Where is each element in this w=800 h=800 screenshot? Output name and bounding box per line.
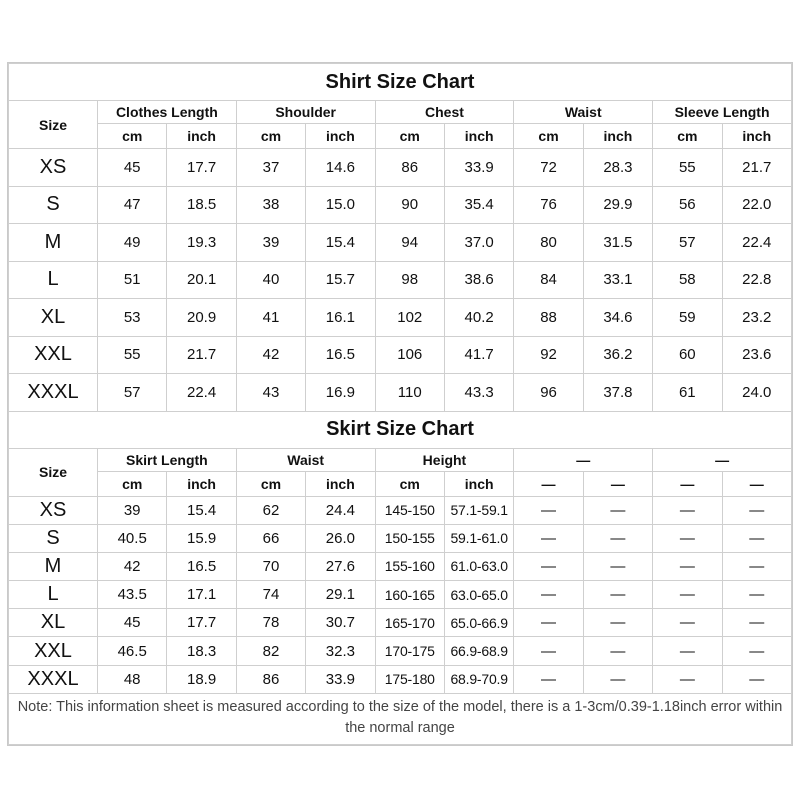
measurement-cell: 59 bbox=[653, 299, 722, 337]
measurement-cell: 53 bbox=[98, 299, 167, 337]
measurement-cell: 43.5 bbox=[98, 581, 167, 609]
measurement-cell: 62 bbox=[236, 496, 305, 524]
measurement-cell: 86 bbox=[375, 149, 444, 187]
measurement-cell: 82 bbox=[236, 637, 305, 665]
unit-header: cm bbox=[236, 124, 305, 149]
measurement-cell: 47 bbox=[98, 186, 167, 224]
measurement-cell: 45 bbox=[98, 609, 167, 637]
unit-header: inch bbox=[167, 124, 236, 149]
measurement-cell: 16.1 bbox=[306, 299, 375, 337]
measurement-cell: 58 bbox=[653, 261, 722, 299]
measurement-cell: 37.8 bbox=[583, 374, 652, 412]
measurement-cell: 18.3 bbox=[167, 637, 236, 665]
measurement-cell: 43 bbox=[236, 374, 305, 412]
size-label: M bbox=[9, 224, 98, 262]
measurement-cell: — bbox=[514, 637, 583, 665]
measurement-cell: 66.9-68.9 bbox=[444, 637, 513, 665]
unit-header: inch bbox=[306, 471, 375, 496]
measurement-cell: — bbox=[722, 637, 791, 665]
measurement-cell: — bbox=[514, 524, 583, 552]
skirt-table-row bbox=[9, 637, 792, 665]
measurement-cell: 15.9 bbox=[167, 524, 236, 552]
shirt-table-row bbox=[9, 149, 792, 187]
shirt-group-header: Waist bbox=[514, 101, 653, 124]
measurement-cell: 80 bbox=[514, 224, 583, 262]
unit-header: inch bbox=[722, 124, 791, 149]
measurement-cell: — bbox=[583, 552, 652, 580]
skirt-group-header: — bbox=[653, 448, 792, 471]
measurement-cell: 60 bbox=[653, 336, 722, 374]
measurement-cell: — bbox=[722, 581, 791, 609]
measurement-cell: 102 bbox=[375, 299, 444, 337]
measurement-cell: — bbox=[514, 496, 583, 524]
shirt-table-row bbox=[9, 374, 792, 412]
measurement-cell: 40 bbox=[236, 261, 305, 299]
measurement-cell: — bbox=[722, 665, 791, 693]
measurement-cell: 70 bbox=[236, 552, 305, 580]
size-label: S bbox=[9, 524, 98, 552]
skirt-group-header: Skirt Length bbox=[98, 448, 237, 471]
measurement-cell: 22.4 bbox=[167, 374, 236, 412]
shirt-table-row bbox=[9, 261, 792, 299]
skirt-group-header: Height bbox=[375, 448, 514, 471]
unit-header: cm bbox=[98, 471, 167, 496]
measurement-cell: — bbox=[653, 665, 722, 693]
measurement-cell: 55 bbox=[653, 149, 722, 187]
measurement-cell: 66 bbox=[236, 524, 305, 552]
measurement-cell: 33.9 bbox=[306, 665, 375, 693]
measurement-cell: — bbox=[653, 609, 722, 637]
unit-header: cm bbox=[514, 124, 583, 149]
size-label: S bbox=[9, 186, 98, 224]
measurement-cell: 23.6 bbox=[722, 336, 791, 374]
measurement-cell: — bbox=[514, 609, 583, 637]
measurement-cell: 175-180 bbox=[375, 665, 444, 693]
measurement-cell: 29.9 bbox=[583, 186, 652, 224]
size-label: M bbox=[9, 552, 98, 580]
measurement-cell: — bbox=[583, 524, 652, 552]
measurement-cell: 20.1 bbox=[167, 261, 236, 299]
measurement-cell: 49 bbox=[98, 224, 167, 262]
measurement-cell: 42 bbox=[236, 336, 305, 374]
size-chart-sheet bbox=[7, 62, 793, 746]
shirt-table-row bbox=[9, 336, 792, 374]
measurement-cell: 45 bbox=[98, 149, 167, 187]
unit-header: cm bbox=[236, 471, 305, 496]
measurement-cell: 40.5 bbox=[98, 524, 167, 552]
measurement-cell: 57.1-59.1 bbox=[444, 496, 513, 524]
measurement-cell: 15.4 bbox=[167, 496, 236, 524]
skirt-table-row bbox=[9, 581, 792, 609]
size-label: XS bbox=[9, 496, 98, 524]
unit-header: inch bbox=[306, 124, 375, 149]
skirt-rows bbox=[9, 496, 792, 693]
unit-header: cm bbox=[375, 471, 444, 496]
measurement-cell: — bbox=[653, 581, 722, 609]
shirt-chart-title: Shirt Size Chart bbox=[9, 64, 792, 101]
skirt-table-row bbox=[9, 609, 792, 637]
skirt-size-header: Size bbox=[9, 448, 98, 496]
size-label: XXXL bbox=[9, 665, 98, 693]
skirt-chart-title: Skirt Size Chart bbox=[9, 411, 792, 448]
measurement-cell: 145-150 bbox=[375, 496, 444, 524]
measurement-cell: — bbox=[583, 496, 652, 524]
measurement-cell: 165-170 bbox=[375, 609, 444, 637]
size-chart-table bbox=[8, 63, 792, 745]
unit-header: cm bbox=[653, 124, 722, 149]
measurement-cell: 46.5 bbox=[98, 637, 167, 665]
measurement-cell: 38 bbox=[236, 186, 305, 224]
measurement-cell: 39 bbox=[236, 224, 305, 262]
measurement-cell: 16.5 bbox=[167, 552, 236, 580]
measurement-cell: 160-165 bbox=[375, 581, 444, 609]
measurement-cell: 16.5 bbox=[306, 336, 375, 374]
measurement-cell: 51 bbox=[98, 261, 167, 299]
unit-header: — bbox=[583, 471, 652, 496]
measurement-cell: 98 bbox=[375, 261, 444, 299]
unit-header: cm bbox=[98, 124, 167, 149]
measurement-cell: 35.4 bbox=[444, 186, 513, 224]
shirt-group-header: Chest bbox=[375, 101, 514, 124]
measurement-cell: 15.0 bbox=[306, 186, 375, 224]
measurement-cell: 30.7 bbox=[306, 609, 375, 637]
measurement-cell: 23.2 bbox=[722, 299, 791, 337]
shirt-group-header: Shoulder bbox=[236, 101, 375, 124]
unit-header: inch bbox=[583, 124, 652, 149]
shirt-table-row bbox=[9, 186, 792, 224]
size-label: XS bbox=[9, 149, 98, 187]
measurement-cell: 28.3 bbox=[583, 149, 652, 187]
measurement-cell: — bbox=[514, 552, 583, 580]
measurement-cell: 106 bbox=[375, 336, 444, 374]
unit-header: cm bbox=[375, 124, 444, 149]
measurement-cell: 41 bbox=[236, 299, 305, 337]
measurement-cell: — bbox=[722, 552, 791, 580]
shirt-group-header: Sleeve Length bbox=[653, 101, 792, 124]
skirt-table-row bbox=[9, 524, 792, 552]
measurement-cell: 74 bbox=[236, 581, 305, 609]
unit-header: — bbox=[653, 471, 722, 496]
unit-header: inch bbox=[444, 124, 513, 149]
unit-header: — bbox=[514, 471, 583, 496]
measurement-cell: — bbox=[583, 637, 652, 665]
measurement-cell: — bbox=[583, 609, 652, 637]
measurement-cell: 33.1 bbox=[583, 261, 652, 299]
measurement-cell: 27.6 bbox=[306, 552, 375, 580]
size-label: XXL bbox=[9, 637, 98, 665]
skirt-group-header: Waist bbox=[236, 448, 375, 471]
shirt-group-header: Clothes Length bbox=[98, 101, 237, 124]
measurement-cell: 96 bbox=[514, 374, 583, 412]
measurement-cell: 37 bbox=[236, 149, 305, 187]
size-label: L bbox=[9, 581, 98, 609]
measurement-cell: 20.9 bbox=[167, 299, 236, 337]
measurement-cell: 57 bbox=[653, 224, 722, 262]
measurement-cell: 155-160 bbox=[375, 552, 444, 580]
measurement-cell: 15.4 bbox=[306, 224, 375, 262]
skirt-table-row bbox=[9, 496, 792, 524]
measurement-cell: 24.0 bbox=[722, 374, 791, 412]
measurement-cell: 17.7 bbox=[167, 609, 236, 637]
measurement-cell: 110 bbox=[375, 374, 444, 412]
measurement-cell: 48 bbox=[98, 665, 167, 693]
measurement-cell: 18.5 bbox=[167, 186, 236, 224]
measurement-cell: 38.6 bbox=[444, 261, 513, 299]
shirt-table-row bbox=[9, 224, 792, 262]
measurement-cell: 57 bbox=[98, 374, 167, 412]
measurement-cell: 22.4 bbox=[722, 224, 791, 262]
shirt-table-row bbox=[9, 299, 792, 337]
measurement-cell: 56 bbox=[653, 186, 722, 224]
measurement-cell: 17.7 bbox=[167, 149, 236, 187]
measurement-cell: 21.7 bbox=[167, 336, 236, 374]
measurement-cell: 61.0-63.0 bbox=[444, 552, 513, 580]
measurement-cell: 31.5 bbox=[583, 224, 652, 262]
measurement-cell: 90 bbox=[375, 186, 444, 224]
skirt-table-row bbox=[9, 552, 792, 580]
skirt-table-row bbox=[9, 665, 792, 693]
measurement-cell: 55 bbox=[98, 336, 167, 374]
measurement-cell: — bbox=[653, 524, 722, 552]
measurement-cell: — bbox=[583, 581, 652, 609]
measurement-cell: 41.7 bbox=[444, 336, 513, 374]
measurement-cell: 88 bbox=[514, 299, 583, 337]
measurement-cell: 15.7 bbox=[306, 261, 375, 299]
measurement-cell: 32.3 bbox=[306, 637, 375, 665]
measurement-cell: 26.0 bbox=[306, 524, 375, 552]
measurement-note: Note: This information sheet is measured according to the size of the model, there is a 1-3cm/0.39-1.18inch error within the normal range bbox=[9, 693, 792, 744]
measurement-cell: 94 bbox=[375, 224, 444, 262]
size-label: L bbox=[9, 261, 98, 299]
measurement-cell: 22.0 bbox=[722, 186, 791, 224]
size-label: XXXL bbox=[9, 374, 98, 412]
measurement-cell: — bbox=[722, 524, 791, 552]
measurement-cell: 170-175 bbox=[375, 637, 444, 665]
measurement-cell: 22.8 bbox=[722, 261, 791, 299]
measurement-cell: 21.7 bbox=[722, 149, 791, 187]
measurement-cell: 36.2 bbox=[583, 336, 652, 374]
size-label: XL bbox=[9, 299, 98, 337]
measurement-cell: — bbox=[722, 496, 791, 524]
measurement-cell: 17.1 bbox=[167, 581, 236, 609]
measurement-cell: 72 bbox=[514, 149, 583, 187]
size-label: XXL bbox=[9, 336, 98, 374]
measurement-cell: — bbox=[653, 637, 722, 665]
measurement-cell: 84 bbox=[514, 261, 583, 299]
measurement-cell: 39 bbox=[98, 496, 167, 524]
measurement-cell: 40.2 bbox=[444, 299, 513, 337]
measurement-cell: — bbox=[653, 496, 722, 524]
measurement-cell: — bbox=[653, 552, 722, 580]
unit-header: — bbox=[722, 471, 791, 496]
measurement-cell: 65.0-66.9 bbox=[444, 609, 513, 637]
measurement-cell: — bbox=[583, 665, 652, 693]
measurement-cell: — bbox=[514, 665, 583, 693]
measurement-cell: 43.3 bbox=[444, 374, 513, 412]
measurement-cell: 18.9 bbox=[167, 665, 236, 693]
measurement-cell: 78 bbox=[236, 609, 305, 637]
measurement-cell: 42 bbox=[98, 552, 167, 580]
measurement-cell: 24.4 bbox=[306, 496, 375, 524]
shirt-size-header: Size bbox=[9, 101, 98, 149]
measurement-cell: 76 bbox=[514, 186, 583, 224]
measurement-cell: 63.0-65.0 bbox=[444, 581, 513, 609]
skirt-group-header: — bbox=[514, 448, 653, 471]
measurement-cell: 68.9-70.9 bbox=[444, 665, 513, 693]
unit-header: inch bbox=[167, 471, 236, 496]
measurement-cell: 59.1-61.0 bbox=[444, 524, 513, 552]
measurement-cell: 86 bbox=[236, 665, 305, 693]
measurement-cell: 34.6 bbox=[583, 299, 652, 337]
measurement-cell: 19.3 bbox=[167, 224, 236, 262]
shirt-rows bbox=[9, 149, 792, 412]
measurement-cell: 37.0 bbox=[444, 224, 513, 262]
measurement-cell: 150-155 bbox=[375, 524, 444, 552]
measurement-cell: 14.6 bbox=[306, 149, 375, 187]
measurement-cell: 33.9 bbox=[444, 149, 513, 187]
measurement-cell: 29.1 bbox=[306, 581, 375, 609]
measurement-cell: 61 bbox=[653, 374, 722, 412]
measurement-cell: 16.9 bbox=[306, 374, 375, 412]
measurement-cell: — bbox=[514, 581, 583, 609]
measurement-cell: — bbox=[722, 609, 791, 637]
size-label: XL bbox=[9, 609, 98, 637]
measurement-cell: 92 bbox=[514, 336, 583, 374]
unit-header: inch bbox=[444, 471, 513, 496]
